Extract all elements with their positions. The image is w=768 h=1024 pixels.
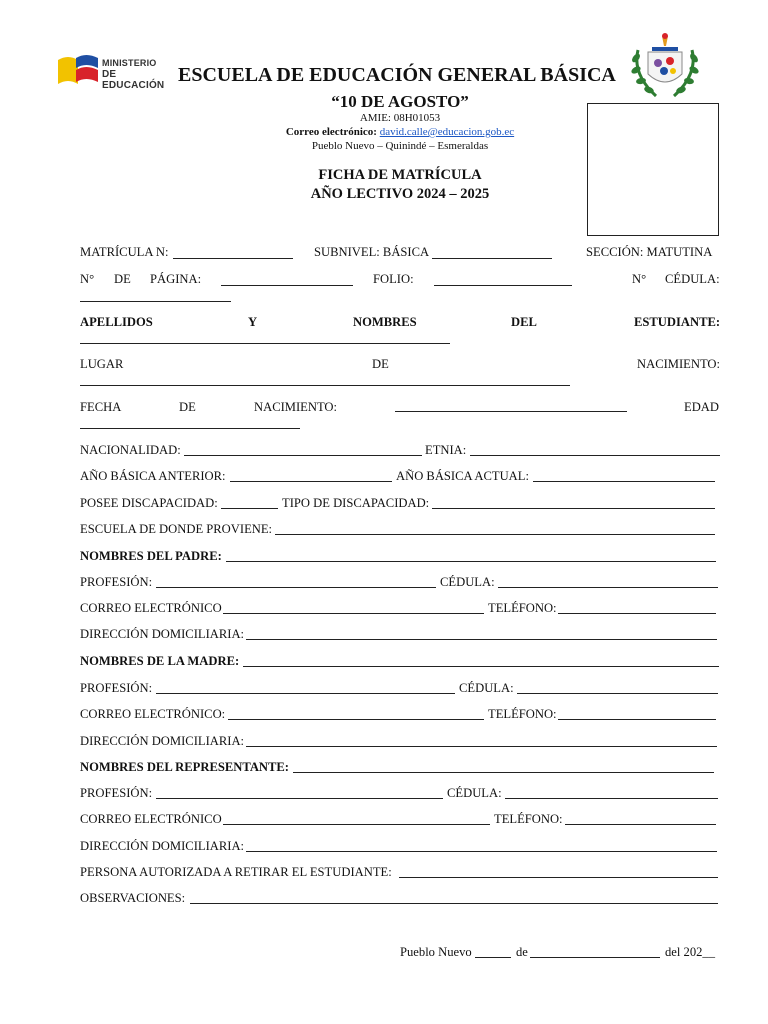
ministry-logo bbox=[56, 54, 176, 90]
madre-cedula-field[interactable] bbox=[517, 693, 718, 694]
madre-profesion-label: PROFESIÓN: bbox=[80, 681, 153, 695]
fecha-nacimiento-label: NACIMIENTO: bbox=[254, 400, 338, 414]
padre-label: NOMBRES DEL PADRE: bbox=[80, 549, 222, 563]
de-label: DE bbox=[114, 272, 131, 286]
representante-label: NOMBRES DEL REPRESENTANTE: bbox=[80, 760, 290, 774]
etnia-field[interactable] bbox=[470, 455, 720, 456]
tipo-discapacidad-label: TIPO DE DISCAPACIDAD: bbox=[282, 496, 430, 510]
padre-cedula-field[interactable] bbox=[498, 587, 718, 588]
subnivel-label: SUBNIVEL: BÁSICA bbox=[314, 245, 430, 259]
representante-cedula-label: CÉDULA: bbox=[447, 786, 502, 800]
etnia-label: ETNIA: bbox=[425, 443, 467, 457]
madre-direccion-field[interactable] bbox=[246, 746, 717, 747]
madre-field[interactable] bbox=[243, 666, 719, 667]
madre-telefono-label: TELÉFONO: bbox=[488, 707, 557, 721]
email-line bbox=[170, 126, 630, 139]
padre-direccion-field[interactable] bbox=[246, 639, 717, 640]
nacionalidad-field[interactable] bbox=[184, 455, 422, 456]
ecuador-flag-logo-icon bbox=[56, 54, 100, 88]
email-link[interactable]: david.calle@educacion.gob.ec bbox=[379, 126, 515, 138]
padre-direccion-label: DIRECCIÓN DOMICILIARIA: bbox=[80, 627, 245, 641]
folio-field[interactable] bbox=[434, 285, 572, 286]
edad-field[interactable] bbox=[80, 428, 300, 429]
school-name: “10 DE AGOSTO” bbox=[331, 92, 469, 111]
observaciones-field[interactable] bbox=[190, 903, 718, 904]
tipo-discapacidad-field[interactable] bbox=[432, 508, 715, 509]
representante-telefono-field[interactable] bbox=[565, 824, 716, 825]
escuela-proviene-label: ESCUELA DE DONDE PROVIENE: bbox=[80, 522, 273, 536]
representante-correo-label: CORREO ELECTRÓNICO bbox=[80, 812, 222, 826]
madre-correo-field[interactable] bbox=[228, 719, 484, 720]
padre-cedula-label: CÉDULA: bbox=[440, 575, 495, 589]
folio-label: FOLIO: bbox=[373, 272, 414, 286]
discapacidad-field[interactable] bbox=[221, 508, 278, 509]
representante-profesion-label: PROFESIÓN: bbox=[80, 786, 153, 800]
student-photo-box[interactable] bbox=[587, 103, 719, 236]
email-label: Correo electrónico: bbox=[285, 126, 377, 138]
ano-actual-label: AÑO BÁSICA ACTUAL: bbox=[396, 469, 529, 483]
padre-profesion-field[interactable] bbox=[156, 587, 436, 588]
representante-cedula-field[interactable] bbox=[505, 798, 718, 799]
representante-telefono-label: TELÉFONO: bbox=[494, 812, 563, 826]
cedula-estudiante-field[interactable] bbox=[80, 301, 231, 302]
school-year: AÑO LECTIVO 2024 – 2025 bbox=[310, 186, 490, 202]
padre-profesion-label: PROFESIÓN: bbox=[80, 575, 153, 589]
fecha-de-label: DE bbox=[179, 400, 196, 414]
location-line: Pueblo Nuevo – Quinindé – Esmeraldas bbox=[311, 140, 489, 152]
matricula-label: MATRÍCULA N: bbox=[80, 245, 169, 259]
padre-correo-field[interactable] bbox=[223, 613, 484, 614]
ano-anterior-field[interactable] bbox=[230, 481, 392, 482]
escuela-proviene-field[interactable] bbox=[275, 534, 715, 535]
padre-telefono-field[interactable] bbox=[558, 613, 716, 614]
del-label: DEL bbox=[511, 315, 537, 329]
madre-label: NOMBRES DE LA MADRE: bbox=[80, 654, 240, 668]
madre-direccion-label: DIRECCIÓN DOMICILIARIA: bbox=[80, 734, 245, 748]
edad-label: EDAD bbox=[684, 400, 719, 414]
representante-profesion-field[interactable] bbox=[156, 798, 443, 799]
fecha-nacimiento-field[interactable] bbox=[395, 411, 627, 412]
nacionalidad-label: NACIONALIDAD: bbox=[80, 443, 181, 457]
madre-profesion-field[interactable] bbox=[156, 693, 455, 694]
fecha-label: FECHA bbox=[80, 400, 122, 414]
representante-direccion-field[interactable] bbox=[246, 851, 717, 852]
representante-field[interactable] bbox=[293, 772, 714, 773]
amie-code: AMIE: 08H01053 bbox=[359, 112, 441, 124]
representante-direccion-label: DIRECCIÓN DOMICILIARIA: bbox=[80, 839, 245, 853]
footer-de: de bbox=[516, 945, 528, 959]
padre-telefono-label: TELÉFONO: bbox=[488, 601, 557, 615]
ano-anterior-label: AÑO BÁSICA ANTERIOR: bbox=[80, 469, 226, 483]
pagina-field[interactable] bbox=[221, 285, 353, 286]
form-title: FICHA DE MATRÍCULA bbox=[318, 167, 482, 183]
n-label: N° bbox=[80, 272, 95, 286]
seccion-label: SECCIÓN: MATUTINA bbox=[586, 245, 713, 259]
persona-autorizada-label: PERSONA AUTORIZADA A RETIRAR EL ESTUDIANTE: bbox=[80, 865, 392, 879]
n-cedula-prefix: N° bbox=[632, 272, 647, 286]
nombres-estudiante-field[interactable] bbox=[80, 343, 450, 344]
lugar-label: LUGAR bbox=[80, 357, 124, 371]
ministry-line2: DE EDUCACIÓN bbox=[102, 69, 165, 91]
school-type-title: ESCUELA DE EDUCACIÓN GENERAL BÁSICA bbox=[178, 64, 616, 86]
ministry-line1: MINISTERIO bbox=[102, 58, 157, 68]
nombres-label: NOMBRES bbox=[353, 315, 417, 329]
apellidos-label: APELLIDOS bbox=[80, 315, 153, 329]
ano-actual-field[interactable] bbox=[533, 481, 715, 482]
padre-field[interactable] bbox=[226, 561, 716, 562]
lugar-de-label: DE bbox=[372, 357, 389, 371]
representante-correo-field[interactable] bbox=[223, 824, 490, 825]
estudiante-label: ESTUDIANTE: bbox=[634, 315, 721, 329]
y-label: Y bbox=[248, 315, 258, 329]
discapacidad-label: POSEE DISCAPACIDAD: bbox=[80, 496, 218, 510]
footer-year: del 202__ bbox=[665, 945, 716, 959]
footer-place: Pueblo Nuevo bbox=[400, 945, 472, 959]
madre-telefono-field[interactable] bbox=[558, 719, 716, 720]
lugar-nacimiento-label: NACIMIENTO: bbox=[637, 357, 721, 371]
madre-cedula-label: CÉDULA: bbox=[459, 681, 514, 695]
pagina-label: PÁGINA: bbox=[150, 272, 202, 286]
cedula-estudiante-label: CÉDULA: bbox=[665, 272, 720, 286]
laurel-crest-icon bbox=[626, 30, 704, 102]
padre-correo-label: CORREO ELECTRÓNICO bbox=[80, 601, 222, 615]
matricula-field[interactable] bbox=[173, 258, 293, 259]
footer-month-field[interactable] bbox=[530, 957, 660, 958]
observaciones-label: OBSERVACIONES: bbox=[80, 891, 186, 905]
footer-day-field[interactable] bbox=[475, 957, 511, 958]
madre-correo-label: CORREO ELECTRÓNICO: bbox=[80, 707, 226, 721]
lugar-nacimiento-field[interactable] bbox=[80, 385, 570, 386]
persona-autorizada-field[interactable] bbox=[399, 877, 718, 878]
subnivel-field[interactable] bbox=[432, 258, 552, 259]
